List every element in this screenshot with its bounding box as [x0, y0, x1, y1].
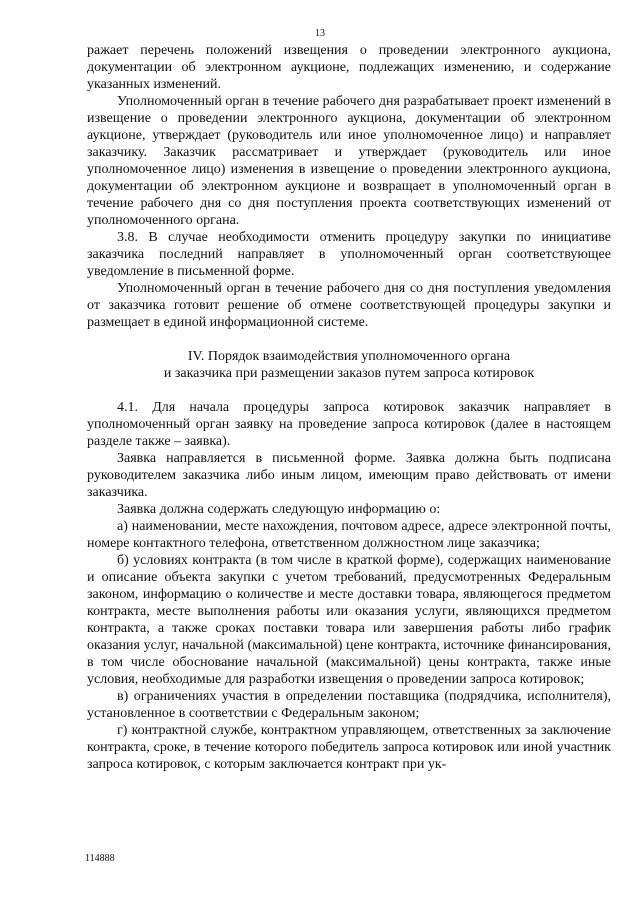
footer-code: 114888: [85, 853, 115, 864]
paragraph-3-8: 3.8. В случае необходимости отменить процедуру закупки по инициативе заказчика последний направляет в уполномоченный орган соответствующее уведомление в письменной форме.: [87, 230, 611, 279]
list-item-b: б) условиях контракта (в том числе в краткой форме), содержащих наименование и описание объекта закупки с учетом требований, предусмотренных Федеральным законом, информацию о количестве и месте доставки товара, являющегося предметом контракта, месте выполнения работы или оказания услуги, являющихся предметом контракта, а также сроках поставки товара или завершения работы либо график оказания услуг, начальной (максимальной) цене контракта, источнике финансирования, в том числе обоснование начальной (максимальной) цены контракта, также иные условия, необходимые для разработки извещения о проведении запроса котировок;: [87, 553, 611, 687]
list-item-g: г) контрактной службе, контрактном управляющем, ответственных за заключение контракта, сроке, в течение которого победитель запроса котировок или иной участник запроса котировок, с которым заключается контракт при ук-: [87, 723, 611, 772]
paragraph-continuation: ражает перечень положений извещения о проведении электронного аукциона, документации об электронном аукционе, подлежащих изменению, и содержание указанных изменений.: [87, 43, 611, 92]
paragraph: Заявка должна содержать следующую информацию о:: [117, 502, 441, 517]
paragraph-4-1: 4.1. Для начала процедуры запроса котировок заказчик направляет в уполномоченный орган заявку на проведение запроса котировок (далее в настоящем разделе также – заявка).: [87, 400, 611, 449]
section-title-line: IV. Порядок взаимодействия уполномоченного органа: [187, 349, 511, 364]
section-title-line: и заказчика при размещении заказов путем запроса котировок: [163, 366, 535, 381]
section-title: [87, 348, 611, 382]
page-number: 13: [315, 28, 325, 39]
paragraph: Заявка направляется в письменной форме. Заявка должна быть подписана руководителем заказчика либо иным лицом, имеющим право действовать от имени заказчика.: [87, 451, 611, 500]
list-item-v: в) ограничениях участия в определении поставщика (подрядчика, исполнителя), установленное в соответствии с Федеральным законом;: [87, 689, 611, 721]
list-item-a: а) наименовании, месте нахождения, почтовом адресе, адресе электронной почты, номере контактного телефона, ответственном должностном лице заказчика;: [87, 519, 611, 551]
paragraph: Уполномоченный орган в течение рабочего дня со дня поступления уведомления от заказчика готовит решение об отмене соответствующей процедуры закупки и размещает в единой информационной системе.: [87, 281, 611, 330]
paragraph: Уполномоченный орган в течение рабочего дня разрабатывает проект изменений в извещение о проведении электронного аукциона, документации об электронном аукционе, утверждает (руководитель или иное уполномоченное лицо) и направляет заказчику. Заказчик рассматривает и утверждает (руководитель или иное уполномоченное лицо) изменения в извещение о проведении электронного аукциона, документации об электронном аукционе и возвращает в уполномоченный орган в течение рабочего дня со дня поступления проекта соответствующих изменений от уполномоченного органа.: [87, 94, 611, 228]
document-body: [87, 42, 611, 773]
